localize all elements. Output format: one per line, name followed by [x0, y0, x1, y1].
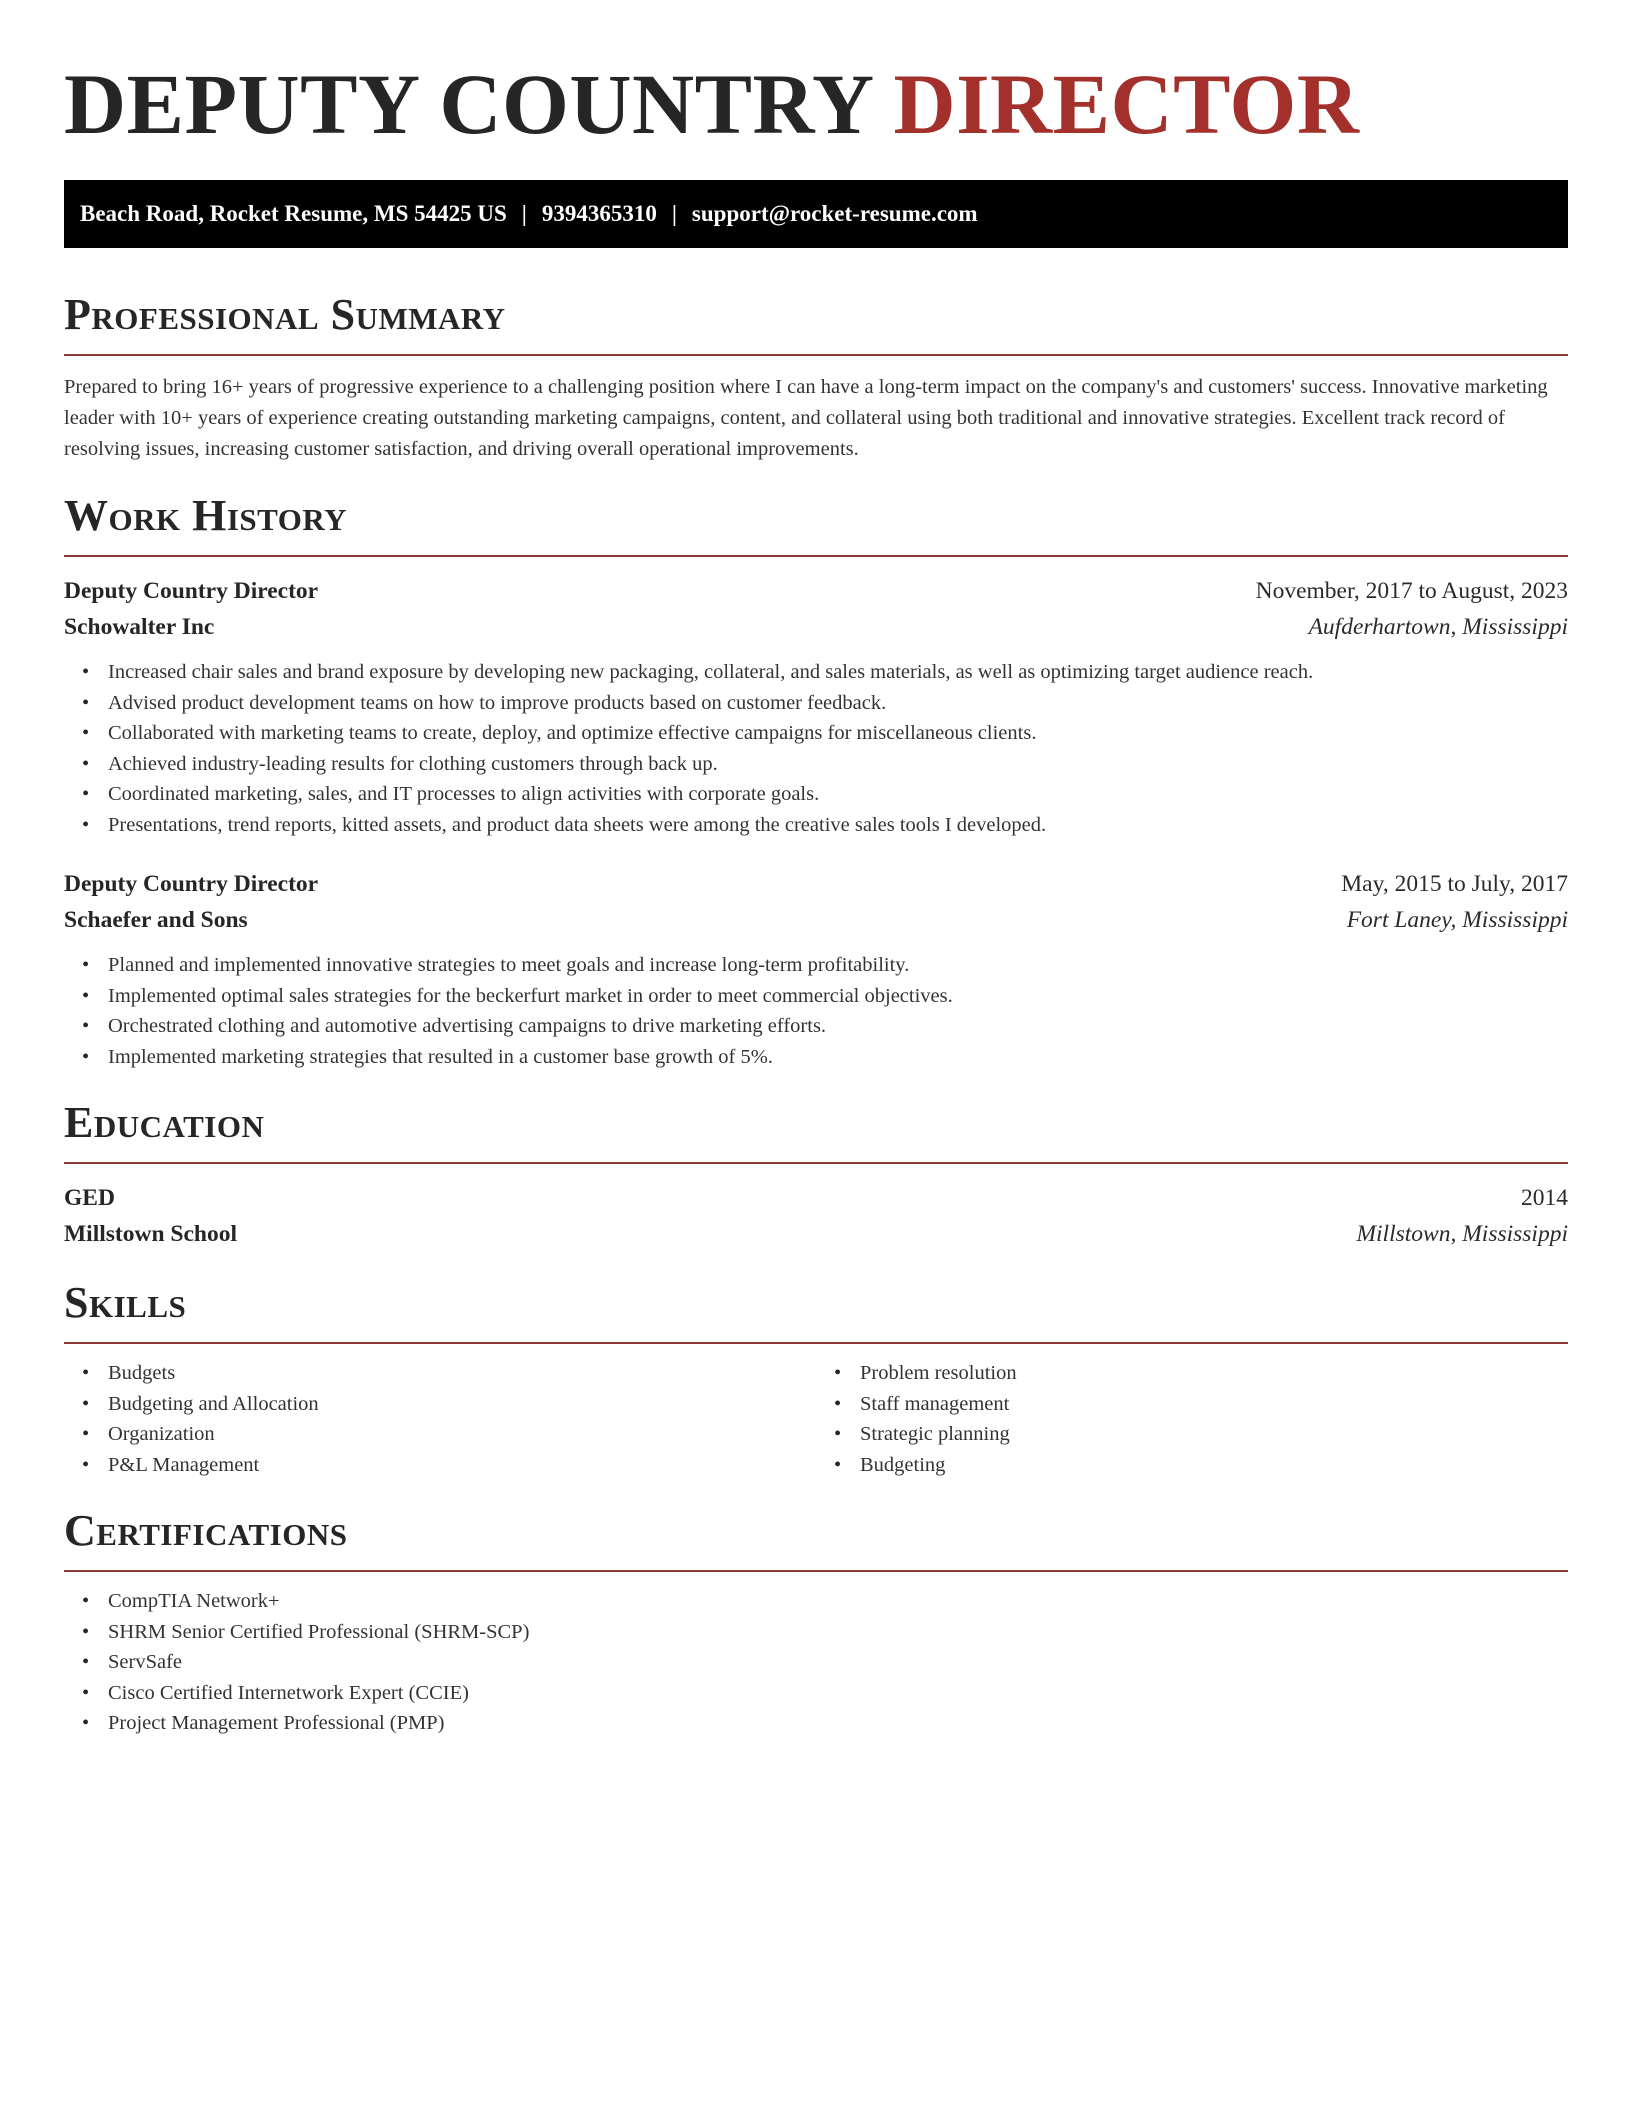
education-entry — [64, 1180, 1568, 1252]
certification-item: • ServSafe — [108, 1647, 1568, 1678]
section-divider — [64, 354, 1568, 356]
job-bullet-list — [64, 657, 1568, 840]
job-bullet-list — [64, 950, 1568, 1072]
job-entry — [64, 573, 1568, 840]
education-header-row — [64, 1180, 1568, 1216]
certification-item: • Cisco Certified Internetwork Expert (CCIE) — [108, 1678, 1568, 1709]
job-company: Schaefer and Sons — [64, 907, 248, 933]
job-bullet: • Orchestrated clothing and automotive advertising campaigns to drive marketing efforts. — [108, 1011, 1568, 1042]
section-title-education: Education — [64, 1098, 265, 1147]
job-bullet: • Planned and implemented innovative strategies to meet goals and increase long-term profitability. — [108, 950, 1568, 981]
summary-text: Prepared to bring 16+ years of progressive experience to a challenging position where I can have a long-term impact on the company's and customers' success. Innovative marketing leader with 10+ years of experience creating outstanding marketing campaigns, content, and collateral using both traditional and innovative strategies. Excellent track record of resolving issues, increasing customer satisfaction, and driving overall operational improvements. — [64, 376, 1548, 460]
skill-item: • Budgeting and Allocation — [108, 1389, 816, 1420]
job-company-row — [64, 609, 1568, 645]
job-dates: November, 2017 to August, 2023 — [1255, 578, 1568, 604]
education-degree: GED — [64, 1185, 115, 1211]
contact-bar — [64, 180, 1568, 248]
title-accent: DIRECTOR — [893, 56, 1360, 152]
skills-list-left — [64, 1358, 816, 1480]
contact-separator: | — [521, 201, 527, 226]
job-bullet: • Implemented marketing strategies that resulted in a customer base growth of 5%. — [108, 1042, 1568, 1073]
job-bullet: • Advised product development teams on how to improve products based on customer feedback. — [108, 688, 1568, 719]
skill-item: • Problem resolution — [860, 1358, 1568, 1389]
job-header-row — [64, 866, 1568, 902]
skill-item: • Budgets — [108, 1358, 816, 1389]
skill-item: • Strategic planning — [860, 1419, 1568, 1450]
contact-email: support@rocket-resume.com — [691, 201, 978, 226]
certification-item: • Project Management Professional (PMP) — [108, 1708, 1568, 1739]
certification-item: • CompTIA Network+ — [108, 1586, 1568, 1617]
job-header-row — [64, 573, 1568, 609]
job-bullet: • Increased chair sales and brand exposure by developing new packaging, collateral, and sales materials, as well as optimizing target audience reach. — [108, 657, 1568, 688]
skill-item: • Staff management — [860, 1389, 1568, 1420]
contact-separator: | — [671, 201, 677, 226]
section-title-work-history: Work History — [64, 491, 348, 540]
section-divider — [64, 1342, 1568, 1344]
skills-grid — [64, 1358, 1568, 1480]
job-bullet: • Presentations, trend reports, kitted assets, and product data sheets were among the creative sales tools I developed. — [108, 810, 1568, 841]
skills-section — [64, 1278, 1568, 1480]
education-location: Millstown, Mississippi — [1356, 1221, 1568, 1247]
job-company-row — [64, 902, 1568, 938]
contact-phone: 9394365310 — [541, 201, 657, 226]
skill-item: • Organization — [108, 1419, 816, 1450]
certification-item: • SHRM Senior Certified Professional (SHRM-SCP) — [108, 1617, 1568, 1648]
job-bullet: • Collaborated with marketing teams to create, deploy, and optimize effective campaigns for miscellaneous clients. — [108, 718, 1568, 749]
section-title-skills: Skills — [64, 1278, 187, 1327]
job-location: Fort Laney, Mississippi — [1346, 907, 1568, 933]
contact-address: Beach Road, Rocket Resume, MS 54425 US — [80, 201, 507, 226]
education-school-row — [64, 1216, 1568, 1252]
job-location: Aufderhartown, Mississippi — [1308, 614, 1568, 640]
job-bullet: • Achieved industry-leading results for clothing customers through back up. — [108, 749, 1568, 780]
job-dates: May, 2015 to July, 2017 — [1341, 871, 1568, 897]
work-history-section — [64, 491, 1568, 1072]
section-divider — [64, 1570, 1568, 1572]
education-year: 2014 — [1521, 1185, 1568, 1211]
job-title: Deputy Country Director — [64, 578, 319, 604]
skills-list-right — [816, 1358, 1568, 1480]
job-title: Deputy Country Director — [64, 871, 319, 897]
certifications-section — [64, 1506, 1568, 1739]
resume-title — [64, 0, 1568, 152]
job-company: Schowalter Inc — [64, 614, 215, 640]
section-divider — [64, 1162, 1568, 1164]
job-entry — [64, 866, 1568, 1072]
certifications-list — [64, 1586, 1568, 1739]
skill-item: • Budgeting — [860, 1450, 1568, 1481]
summary-section — [64, 290, 1568, 465]
skill-item: • P&L Management — [108, 1450, 816, 1481]
title-main: DEPUTY COUNTRY — [64, 56, 872, 152]
education-school: Millstown School — [64, 1221, 238, 1247]
section-title-summary: Professional Summary — [64, 290, 506, 339]
job-bullet: • Coordinated marketing, sales, and IT processes to align activities with corporate goals. — [108, 779, 1568, 810]
section-title-certifications: Certifications — [64, 1506, 348, 1555]
education-section — [64, 1098, 1568, 1252]
job-bullet: • Implemented optimal sales strategies for the beckerfurt market in order to meet commercial objectives. — [108, 981, 1568, 1012]
section-divider — [64, 555, 1568, 557]
